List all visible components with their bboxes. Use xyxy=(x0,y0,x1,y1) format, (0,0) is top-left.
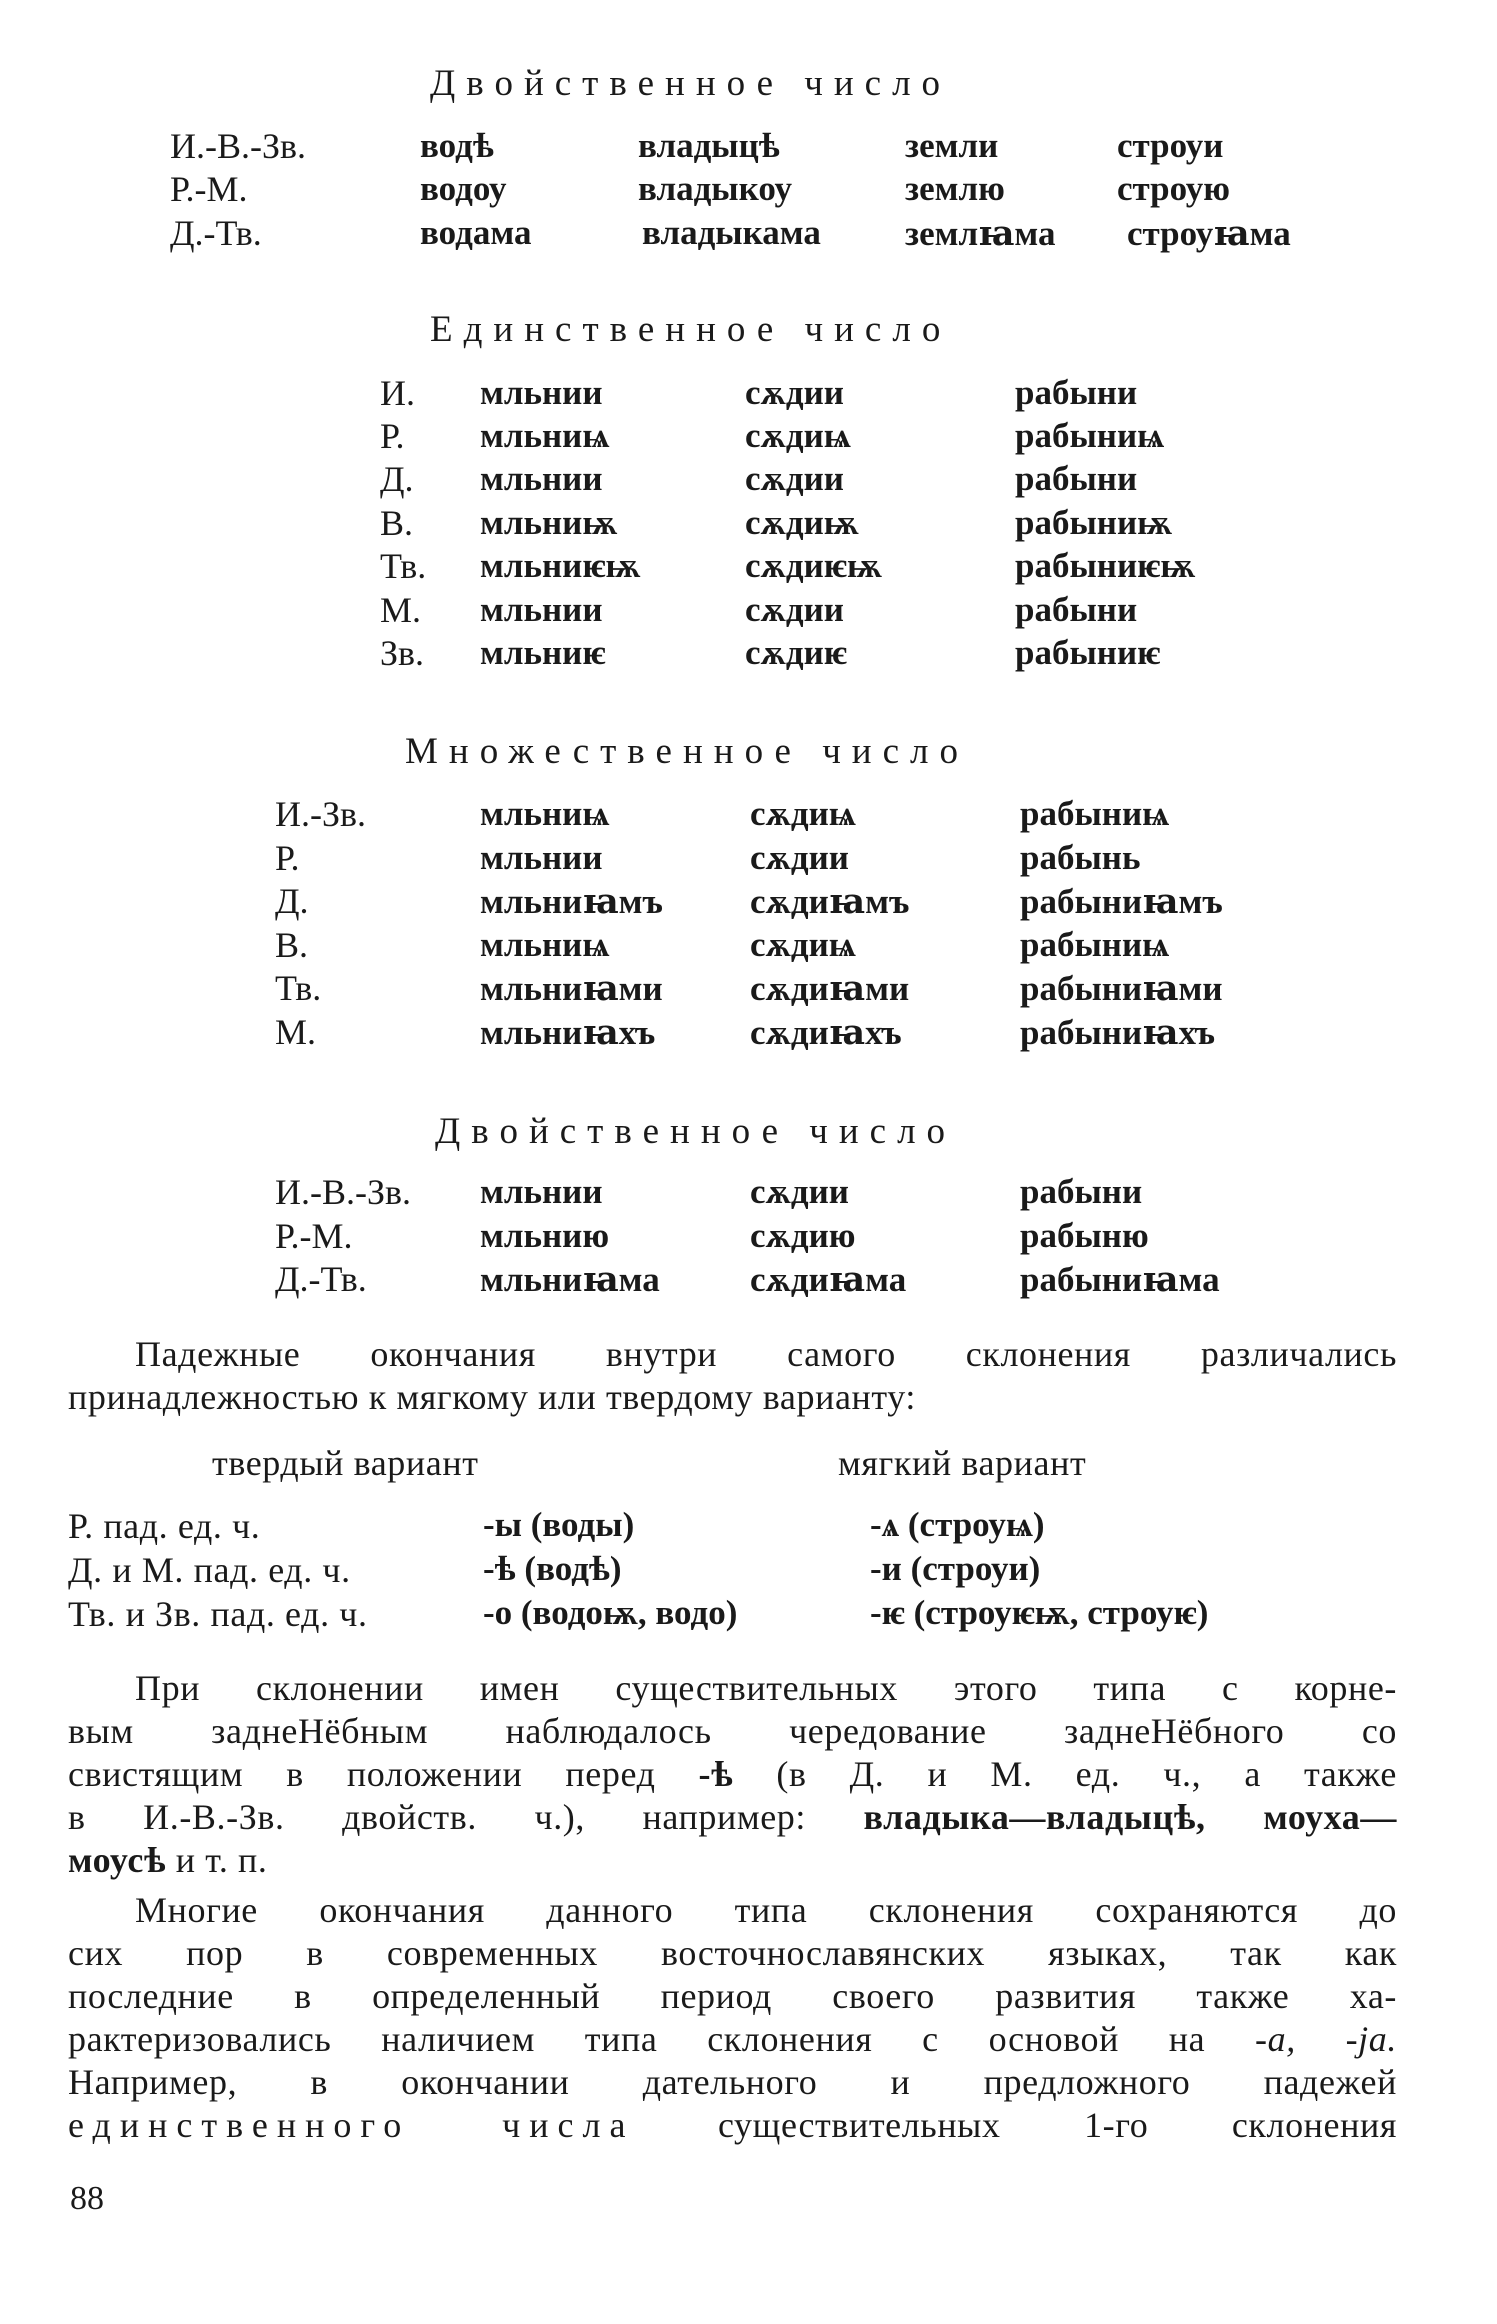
form-rabyni: рабыниѥ xyxy=(1015,633,1161,672)
form-zemlja: земли xyxy=(905,126,999,165)
paragraph-line xyxy=(68,1753,1397,1795)
paragraph-text: в И.-В.-Зв. двойств. ч.), например: xyxy=(68,1797,806,1837)
case-label: Д.-Тв. xyxy=(170,213,262,253)
form-rabyni: рабыниꙗмъ xyxy=(1020,882,1223,921)
form-sudii: сѫдиꙗми xyxy=(750,969,910,1008)
form-mlnii: мльниꙗми xyxy=(480,969,663,1008)
church-slavonic-word: владыка—владыцѣ, моуха— xyxy=(863,1797,1397,1837)
soft-ending: -и (строуи) xyxy=(870,1549,1041,1588)
form-mlnii: мльниꙗхъ xyxy=(480,1013,656,1052)
form-sudii: сѫдию xyxy=(750,1216,856,1255)
dual-heading-2: Двойственное число xyxy=(435,1111,957,1152)
form-rabyni: рабыниѩ xyxy=(1020,794,1170,833)
form-sudii: сѫдии xyxy=(745,590,844,629)
form-zemlja: землꙗма xyxy=(905,214,1056,253)
case-label: Д.-Тв. xyxy=(275,1259,367,1299)
form-vladyka: владыкоу xyxy=(638,169,792,208)
form-rabyni: рабынь xyxy=(1020,838,1141,877)
form-rabyni: рабыниѥѭ xyxy=(1015,546,1196,585)
paragraph-text: и т. п. xyxy=(175,1840,268,1880)
page-number: 88 xyxy=(70,2180,104,2217)
variant-row-label: Р. пад. ед. ч. xyxy=(68,1506,261,1546)
form-vladyka: владыкама xyxy=(642,213,821,252)
form-mlnii: мльнии xyxy=(480,838,603,877)
form-mlnii: мльнии xyxy=(480,373,603,412)
case-label: М. xyxy=(275,1012,317,1052)
plural-heading: Множественное число xyxy=(405,731,969,772)
form-sudii: сѫдии xyxy=(750,1172,849,1211)
paragraph-text: (в Д. и М. ед. ч., а также xyxy=(776,1754,1397,1794)
form-rabyni: рабыню xyxy=(1020,1216,1149,1255)
paragraph-line: последние в определенный период своего развития также ха- xyxy=(68,1976,1397,2016)
italic-ending: -а, -ja. xyxy=(1255,2019,1397,2059)
form-voda: водѣ xyxy=(420,126,494,165)
church-slavonic-word: -ѣ xyxy=(698,1754,734,1794)
form-zemlja: землю xyxy=(905,169,1005,208)
paragraph-text: существительных 1-го склонения xyxy=(717,2105,1398,2145)
paragraph-line xyxy=(68,2018,1397,2060)
paragraph-text: свистящим в положении перед xyxy=(68,1754,656,1794)
church-slavonic-word: моусѣ xyxy=(68,1840,167,1880)
hard-ending: -ѣ (водѣ) xyxy=(483,1549,622,1588)
form-mlnii: мльниꙗмъ xyxy=(480,882,663,921)
paragraph-line xyxy=(68,1796,1397,1838)
form-rabyni: рабыни xyxy=(1020,1172,1143,1211)
form-mlnii: мльниꙗма xyxy=(480,1260,660,1299)
form-sudii: сѫдиѭ xyxy=(745,503,859,542)
form-sudii: сѫдиѥѭ xyxy=(745,546,882,585)
form-voda: водама xyxy=(420,213,532,252)
form-mlnii: мльнии xyxy=(480,1172,603,1211)
variant-row-label: Д. и М. пад. ед. ч. xyxy=(68,1550,351,1590)
form-sudii: сѫдиѩ xyxy=(750,794,856,833)
variant-row-label: Тв. и Зв. пад. ед. ч. xyxy=(68,1594,368,1634)
form-sudii: сѫдиꙗхъ xyxy=(750,1013,902,1052)
soft-ending: -ѥ (строуѥѭ, строуѥ) xyxy=(870,1593,1209,1632)
paragraph-line: При склонении имен существительных этого типа с корне- xyxy=(135,1668,1397,1708)
form-sudii: сѫдии xyxy=(745,459,844,498)
paragraph-text: рактеризовались наличием типа склонения с основой на xyxy=(68,2019,1206,2059)
soft-variant-header: мягкий вариант xyxy=(838,1443,1087,1483)
hard-ending: -ы (воды) xyxy=(483,1505,635,1544)
case-label: В. xyxy=(380,503,414,543)
case-label: Р.-М. xyxy=(170,169,248,209)
spaced-emphasis: единственного числа xyxy=(68,2105,635,2145)
singular-heading: Единственное число xyxy=(430,309,952,350)
form-voda: водоу xyxy=(420,169,507,208)
paragraph-line: Например, в окончании дательного и предложного падежей xyxy=(68,2062,1397,2102)
form-mlnii: мльниѭ xyxy=(480,503,618,542)
case-label: Тв. xyxy=(275,968,322,1008)
case-label: В. xyxy=(275,925,309,965)
form-rabyni: рабыниꙗми xyxy=(1020,969,1223,1008)
paragraph-line: сих пор в современных восточнославянских языках, так как xyxy=(68,1933,1397,1973)
case-label: И.-Зв. xyxy=(275,794,367,834)
form-sudii: сѫдии xyxy=(745,373,844,412)
form-sudii: сѫдиꙗмъ xyxy=(750,882,910,921)
case-label: Зв. xyxy=(380,633,425,673)
form-mlnii: мльнию xyxy=(480,1216,610,1255)
case-label: Р. xyxy=(380,416,405,456)
form-stroi: строую xyxy=(1117,169,1231,208)
dual-heading-1: Двойственное число xyxy=(430,63,952,104)
case-label: И.-В.-Зв. xyxy=(170,126,307,166)
paragraph-line: принадлежностью к мягкому или твердому варианту: xyxy=(68,1377,916,1417)
case-label: Р.-М. xyxy=(275,1216,353,1256)
form-rabyni: рабыниѩ xyxy=(1015,416,1165,455)
form-mlnii: мльниѥ xyxy=(480,633,606,672)
form-mlnii: мльниѥѭ xyxy=(480,546,641,585)
soft-ending: -ѧ (строуѩ) xyxy=(870,1505,1045,1544)
case-label: И. xyxy=(380,373,415,413)
case-label: Тв. xyxy=(380,546,427,586)
form-mlnii: мльниѩ xyxy=(480,925,610,964)
paragraph-line xyxy=(68,2104,1397,2146)
paragraph-line: Многие окончания данного типа склонения сохраняются до xyxy=(135,1890,1397,1930)
form-rabyni: рабыниѩ xyxy=(1020,925,1170,964)
form-mlnii: мльниѩ xyxy=(480,416,610,455)
hard-ending: -о (водоѭ, водо) xyxy=(483,1593,738,1632)
case-label: И.-В.-Зв. xyxy=(275,1172,412,1212)
case-label: Д. xyxy=(380,459,414,499)
case-label: Д. xyxy=(275,881,309,921)
form-vladyka: владыцѣ xyxy=(638,126,780,165)
form-sudii: сѫдиѩ xyxy=(745,416,851,455)
form-mlnii: мльнии xyxy=(480,590,603,629)
case-label: М. xyxy=(380,590,422,630)
form-sudii: сѫдии xyxy=(750,838,849,877)
form-rabyni: рабыни xyxy=(1015,373,1138,412)
paragraph-line xyxy=(68,1839,268,1881)
form-rabyni: рабыни xyxy=(1015,590,1138,629)
form-stroi: строуи xyxy=(1117,126,1224,165)
form-rabyni: рабыниꙗхъ xyxy=(1020,1013,1216,1052)
form-rabyni: рабыни xyxy=(1015,459,1138,498)
form-mlnii: мльниѩ xyxy=(480,794,610,833)
paragraph-line: Падежные окончания внутри самого склонения различались xyxy=(135,1334,1397,1374)
form-mlnii: мльнии xyxy=(480,459,603,498)
form-stroi: строуꙗма xyxy=(1127,214,1291,253)
form-rabyni: рабыниѭ xyxy=(1015,503,1173,542)
paragraph-line: вым заднеНёбным наблюдалось чередование заднеНёбного со xyxy=(68,1711,1397,1751)
form-rabyni: рабыниꙗма xyxy=(1020,1260,1220,1299)
case-label: Р. xyxy=(275,838,300,878)
form-sudii: сѫдиѥ xyxy=(745,633,848,672)
form-sudii: сѫдиѩ xyxy=(750,925,856,964)
form-sudii: сѫдиꙗма xyxy=(750,1260,907,1299)
hard-variant-header: твердый вариант xyxy=(212,1443,479,1483)
